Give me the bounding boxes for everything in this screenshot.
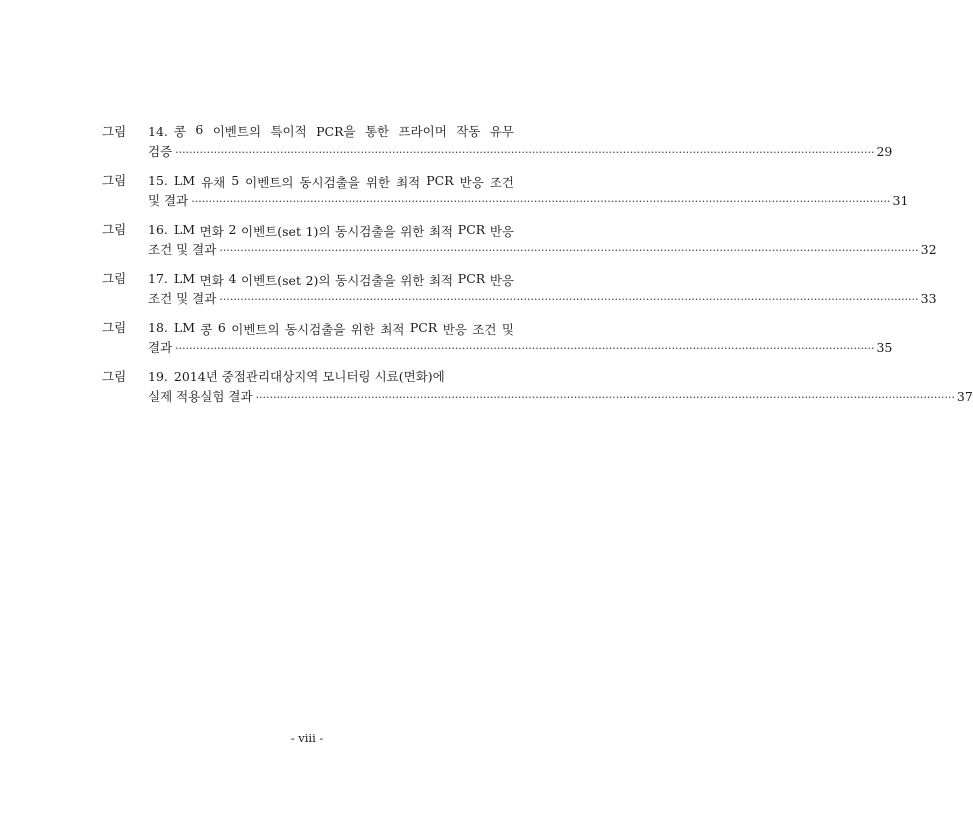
title-word: 2)의 (305, 273, 331, 288)
title-word: 최적 (428, 273, 454, 288)
entry-label: 그림 (102, 222, 127, 237)
table-of-figures (102, 122, 973, 416)
entry-second-line (102, 191, 909, 211)
title-word: 콩 (173, 124, 186, 139)
title-word: PCR (457, 222, 486, 237)
title-word: 동시검출을 (335, 273, 396, 288)
title-word: 위한 (400, 273, 425, 288)
dot-leader: ········································································································································································································ (175, 146, 875, 159)
entry-title-cont: 조건 및 결과 (148, 291, 217, 306)
title-word: PCR (457, 271, 486, 286)
title-word: 6 (195, 122, 204, 137)
title-word: PCR을 (316, 124, 356, 139)
title-word: 동시검출을 (284, 322, 346, 337)
title-word: 1)의 (305, 224, 331, 239)
title-word: 이벤트의 (231, 322, 280, 337)
title-word: PCR (426, 173, 454, 188)
entry-title (174, 271, 514, 289)
dot-leader: ········································································································································································································ (219, 293, 919, 306)
entry-label: 그림 (102, 369, 127, 384)
toc-entry[interactable] (102, 318, 893, 358)
entry-first-line (102, 220, 514, 240)
entry-number: 14. (148, 124, 168, 139)
entry-title (174, 222, 514, 240)
title-word: 반응 (459, 175, 484, 190)
entry-first-line (102, 367, 514, 387)
entry-second-line (102, 240, 937, 260)
title-word: 최적 (428, 224, 454, 239)
title-word: 면화 (199, 273, 224, 288)
title-word: 작동 (456, 124, 481, 139)
entry-title (174, 173, 514, 191)
toc-entry[interactable] (102, 367, 973, 407)
title-word: LM (173, 222, 195, 237)
entry-first-line (102, 122, 514, 142)
title-word: 이벤트(set (241, 273, 301, 288)
entry-number: 15. (148, 173, 168, 188)
page-number: 37 (956, 389, 973, 404)
toc-entry[interactable] (102, 269, 937, 309)
entry-first-line (102, 269, 514, 289)
entry-number: 18. (148, 320, 168, 335)
dot-leader: ········································································································································································································ (255, 391, 955, 404)
title-word: 반응 (489, 224, 514, 239)
entry-second-line (102, 338, 893, 358)
title-word: 조건 (472, 322, 497, 337)
entry-label: 그림 (102, 271, 127, 286)
entry-title-cont: 결과 (148, 340, 173, 355)
toc-entry[interactable] (102, 220, 937, 260)
title-word: LM (173, 320, 195, 335)
entry-title (174, 122, 514, 140)
entry-number: 19. (148, 369, 168, 384)
dot-leader: ········································································································································································································ (191, 195, 891, 208)
title-word: 위한 (365, 175, 391, 190)
entry-number: 17. (148, 271, 168, 286)
title-word: LM (173, 173, 195, 188)
page-footer: - viii - (290, 731, 324, 745)
title-word: PCR (409, 320, 438, 335)
title-word: 위한 (400, 224, 425, 239)
title-word: 반응 (489, 273, 514, 288)
title-word: 유채 (201, 175, 226, 190)
entry-first-line (102, 318, 514, 338)
title-word: 최적 (396, 175, 421, 190)
entry-title-cont: 및 결과 (148, 193, 189, 208)
entry-title-cont: 실제 적용실험 결과 (148, 389, 253, 404)
title-word: 동시검출을 (299, 175, 360, 190)
dot-leader: ········································································································································································································ (175, 342, 875, 355)
title-word: 콩 (200, 322, 213, 337)
title-word: 이벤트(set (241, 224, 301, 239)
title-word: 면화 (199, 224, 224, 239)
title-word: 조건 (489, 175, 514, 190)
entry-label: 그림 (102, 124, 127, 139)
page-number: 29 (876, 144, 893, 159)
page-number: 35 (876, 340, 893, 355)
title-word: 통한 (364, 124, 390, 139)
title-word: 동시검출을 (335, 224, 396, 239)
title-word: LM (173, 271, 195, 286)
title-word: 이벤트의 (212, 124, 262, 139)
entry-second-line (102, 289, 937, 309)
title-word: 및 (501, 322, 514, 337)
title-word: 유무 (489, 124, 514, 139)
entry-second-line (102, 142, 893, 162)
title-word: 최적 (380, 322, 405, 337)
title-word: 5 (231, 173, 240, 188)
title-word: 6 (217, 320, 226, 335)
title-word: 2 (228, 222, 237, 237)
title-word: 위한 (350, 322, 375, 337)
entry-title-cont: 검증 (148, 144, 173, 159)
entry-label: 그림 (102, 320, 127, 335)
title-word: 4 (228, 271, 237, 286)
page-number: 33 (920, 291, 937, 306)
page-number: 31 (892, 193, 909, 208)
title-word: 프라이머 (398, 124, 447, 139)
entry-title-cont: 조건 및 결과 (148, 242, 217, 257)
title-word: 이벤트의 (245, 175, 294, 190)
dot-leader: ········································································································································································································ (219, 244, 919, 257)
title-word: 반응 (442, 322, 467, 337)
toc-entry[interactable] (102, 122, 893, 162)
entry-number: 16. (148, 222, 168, 237)
entry-title (174, 320, 514, 338)
entry-title: 2014년 중점관리대상지역 모니터링 시료(면화)에 (173, 369, 445, 384)
entry-second-line (102, 387, 973, 407)
title-word: 특이적 (270, 124, 307, 139)
entry-label: 그림 (102, 173, 127, 188)
entry-first-line (102, 171, 514, 191)
toc-entry[interactable] (102, 171, 909, 211)
page-number: 32 (920, 242, 937, 257)
